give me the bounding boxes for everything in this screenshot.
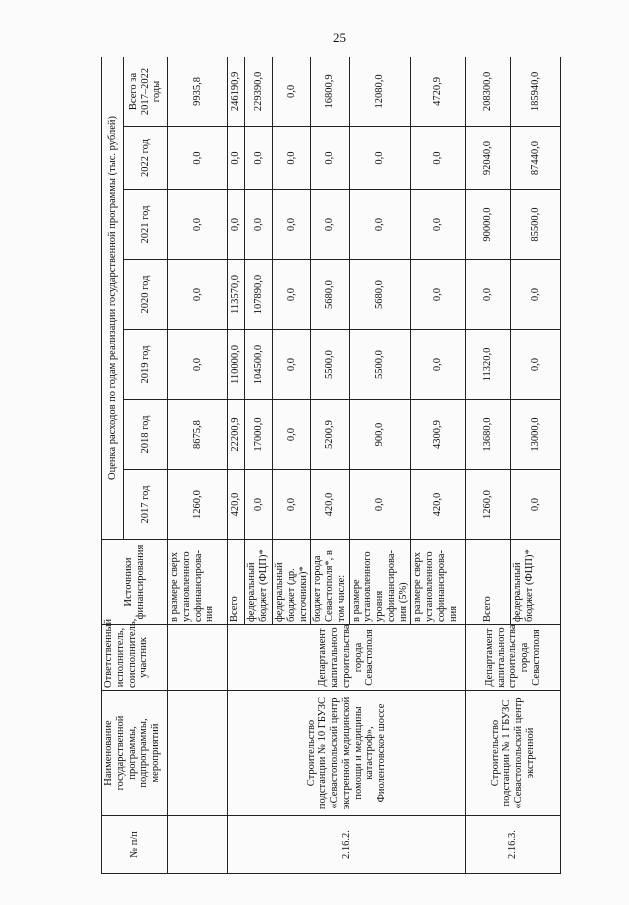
- header-year: 2021 год: [124, 190, 168, 260]
- cell-value: 0,0: [168, 190, 228, 260]
- cell-source: федеральный бюджет (ФЦП)*: [245, 540, 273, 625]
- cell-value: 22200,9: [228, 400, 245, 470]
- cell-value: 8675,8: [168, 400, 228, 470]
- cell-value: 0,0: [511, 470, 561, 540]
- cell-value: 0,0: [273, 330, 311, 400]
- cell-value: 0,0: [349, 190, 411, 260]
- header-year: 2018 год: [124, 400, 168, 470]
- cell-value: 420,0: [311, 470, 349, 540]
- cell-value: 5680,0: [311, 260, 349, 330]
- cell-source: в размере сверх установленного софинансирова-ния: [411, 540, 466, 625]
- cell-value: 0,0: [228, 190, 245, 260]
- header-source: Источники финансирования: [102, 540, 168, 625]
- header-executor: Ответственный исполнитель, соисполнитель, участник: [102, 625, 168, 691]
- cell-value: 0,0: [228, 127, 245, 190]
- cell-value: 420,0: [411, 470, 466, 540]
- cell-value: 900,0: [349, 400, 411, 470]
- cell-value: 104500,0: [245, 330, 273, 400]
- cell-value: 110000,0: [228, 330, 245, 400]
- header-year: 2019 год: [124, 330, 168, 400]
- cell-value: 0,0: [245, 127, 273, 190]
- cell-value: 17000,0: [245, 400, 273, 470]
- cell-value: 87440,0: [511, 127, 561, 190]
- cell-value: 0,0: [273, 127, 311, 190]
- cell-value: 0,0: [411, 330, 466, 400]
- cell-source: бюджет города Севастополя*, в том числе:: [311, 540, 349, 625]
- header-total: Всего за 2017–2022 годы: [124, 57, 168, 127]
- cell-value: 0,0: [273, 470, 311, 540]
- budget-table: [101, 57, 561, 874]
- cell-value: 0,0: [349, 127, 411, 190]
- cell-value: 185940,0: [511, 57, 561, 127]
- header-estimate: Оценка расходов по годам реализации государственной программы (тыс. рублей): [102, 57, 124, 540]
- cell-value: 4720,9: [411, 57, 466, 127]
- cell-value: 0,0: [168, 127, 228, 190]
- cell-value: 0,0: [411, 260, 466, 330]
- cell-source: в размере сверх установленного софинансирова-ния: [168, 540, 228, 625]
- header-year: 2017 год: [124, 470, 168, 540]
- cell-executor: Департамент капитального строительства города Севастополя: [228, 625, 466, 691]
- cell-value: 5500,0: [349, 330, 411, 400]
- rotated-table-content: [101, 57, 561, 874]
- cell-value: 229390,0: [245, 57, 273, 127]
- cell-value: 16800,9: [311, 57, 349, 127]
- cell-name: [168, 691, 228, 816]
- cell-value: 0,0: [273, 260, 311, 330]
- cell-value: 12080,0: [349, 57, 411, 127]
- cell-value: 0,0: [168, 330, 228, 400]
- cell-value: 208300,0: [466, 57, 511, 127]
- cell-value: 85500,0: [511, 190, 561, 260]
- rotated-table-area: [101, 57, 561, 874]
- cell-executor: Департамент капитального строительства города Севастополя: [466, 625, 561, 691]
- cell-value: 0,0: [168, 260, 228, 330]
- cell-value: 0,0: [311, 127, 349, 190]
- cell-value: 113570,0: [228, 260, 245, 330]
- cell-value: 0,0: [466, 260, 511, 330]
- cell-value: 0,0: [511, 330, 561, 400]
- header-name: Наименование государственной программы, подпрограммы, мероприятий: [102, 691, 168, 816]
- cell-value: 420,0: [228, 470, 245, 540]
- cell-value: 5200,9: [311, 400, 349, 470]
- cell-source: федеральный бюджет (др. источники)*: [273, 540, 311, 625]
- cell-executor: [168, 625, 228, 691]
- cell-value: 0,0: [273, 190, 311, 260]
- cell-value: 9935,8: [168, 57, 228, 127]
- cell-value: 1260,0: [168, 470, 228, 540]
- cell-no: [168, 816, 228, 874]
- cell-value: 107890,0: [245, 260, 273, 330]
- header-no: № п/п: [102, 816, 168, 874]
- cell-source: Всего: [466, 540, 511, 625]
- cell-value: 92040,0: [466, 127, 511, 190]
- cell-value: 1260,0: [466, 470, 511, 540]
- cell-no: 2.16.2.: [228, 816, 466, 874]
- cell-value: 4300,9: [411, 400, 466, 470]
- cell-value: 246190,9: [228, 57, 245, 127]
- cell-value: 13000,0: [511, 400, 561, 470]
- cell-source: в размере установленного уровня софинансирова-ния (5%): [349, 540, 411, 625]
- cell-value: 0,0: [311, 190, 349, 260]
- cell-value: 0,0: [411, 190, 466, 260]
- cell-value: 5500,0: [311, 330, 349, 400]
- cell-value: 0,0: [349, 470, 411, 540]
- cell-value: 0,0: [273, 400, 311, 470]
- cell-source: федеральный бюджет (ФЦП)*: [511, 540, 561, 625]
- cell-value: 13680,0: [466, 400, 511, 470]
- cell-value: 0,0: [511, 260, 561, 330]
- cell-no: 2.16.3.: [466, 816, 561, 874]
- cell-value: 0,0: [273, 57, 311, 127]
- cell-value: 0,0: [245, 470, 273, 540]
- cell-value: 0,0: [245, 190, 273, 260]
- cell-name: Строительство подстанции № 1 ГБУЗС «Севастопольский центр экстренной: [466, 691, 561, 816]
- cell-value: 5680,0: [349, 260, 411, 330]
- cell-value: 90000,0: [466, 190, 511, 260]
- cell-value: 0,0: [411, 127, 466, 190]
- header-year: 2022 год: [124, 127, 168, 190]
- header-year: 2020 год: [124, 260, 168, 330]
- cell-source: Всего: [228, 540, 245, 625]
- page-number: 25: [333, 30, 346, 45]
- cell-name: Строительство подстанции № 10 ГБУЗС «Севастопольский центр экстренной медицинской помощи и медицины катастроф», Фиолентовское шоссе: [228, 691, 466, 816]
- cell-value: 11320,0: [466, 330, 511, 400]
